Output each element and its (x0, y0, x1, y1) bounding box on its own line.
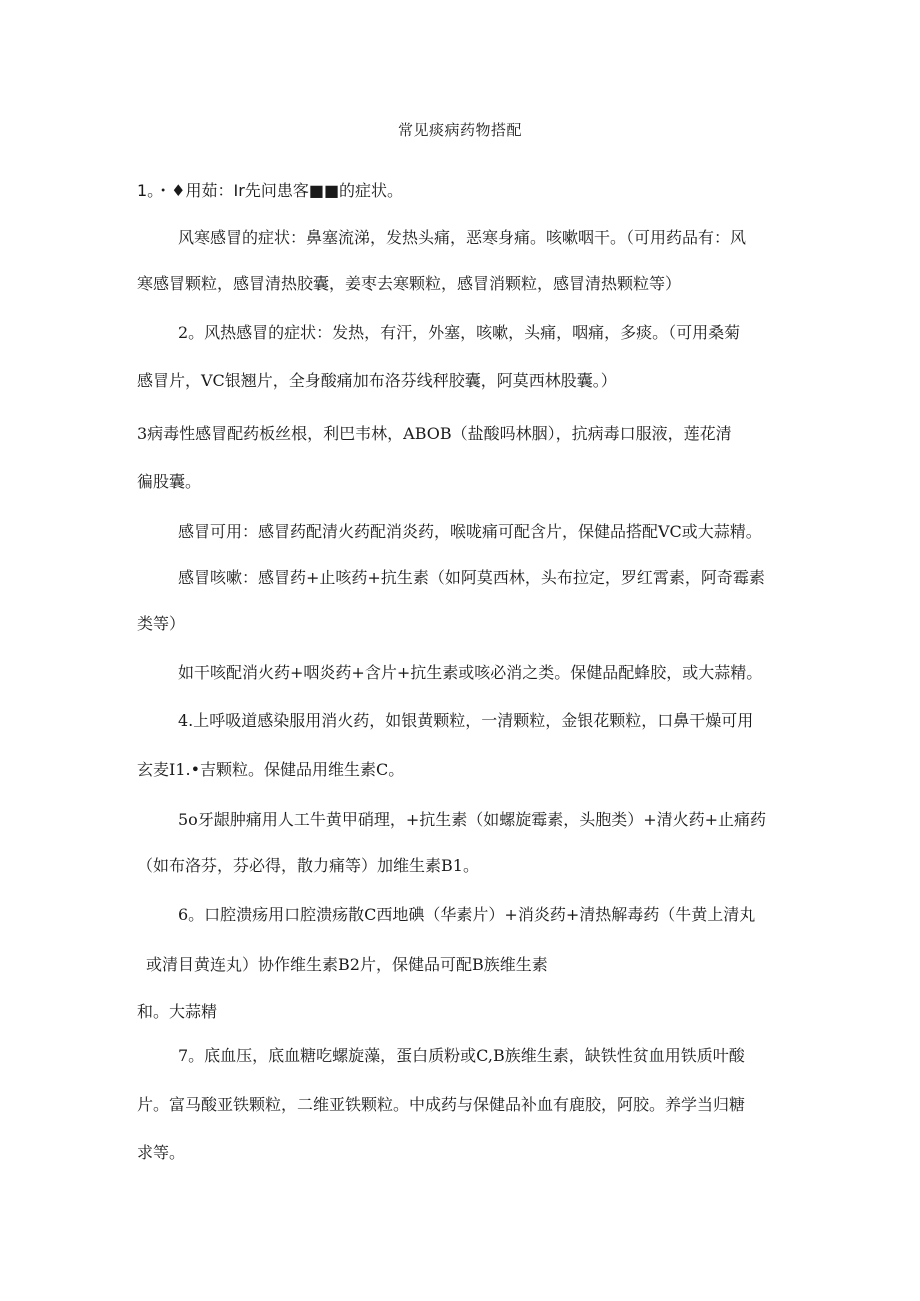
text-line: 如干咳配消火药+咽炎药+含片+抗生素或咳必消之类。保健品配蜂胶，或大蒜精。 (178, 663, 763, 682)
text-line: 2。风热感冒的症状：发热，有汗，外塞，咳嗽，头痛，咽痛，多痰。（可用桑菊 (178, 323, 741, 342)
text-line: （如布洛芬，芬必得，散力痛等）加维生素B1。 (137, 856, 479, 875)
document-title: 常见痰病药物搭配 (397, 121, 522, 139)
text-line: 6。口腔溃疡用口腔溃疡散C西地碘（华素片）+消炎药+清热解毒药（牛黄上清丸 (178, 905, 756, 924)
text-line: 7。底血压，底血糖吃螺旋藻，蛋白质粉或C,B族维生素，缺铁性贫血用铁质叶酸 (178, 1046, 745, 1065)
text-line: 3病毒性感冒配药板丝根，利巴韦林，ABOB（盐酸吗林胭），抗病毒口服液，莲花清 (137, 424, 732, 443)
text-line: 或清目黄连丸）协作维生素B2片，保健品可配B族维生素 (146, 955, 548, 974)
text-line: 感冒片，VC银翘片，全身酸痛加布洛芬线秤胶囊，阿莫西林股囊。） (137, 371, 617, 390)
text-line: 感冒咳嗽：感冒药+止咳药+抗生素（如阿莫西林，头布拉定，罗红霄素，阿奇霉素 (178, 568, 765, 587)
text-line: 5o牙龈肿痛用人工牛黄甲硝理，+抗生素（如螺旋霉素，头胞类）+清火药+止痛药 (178, 810, 767, 829)
text-line: 玄麦I1.•吉颗粒。保健品用维生素C。 (137, 760, 405, 779)
text-line: 徧股囊。 (137, 472, 202, 491)
text-line: 风寒感冒的症状：鼻塞流涕，发热头痛，恶寒身痛。咳嗽咽干。（可用药品有：风 (178, 228, 747, 247)
text-line: 求等。 (137, 1143, 186, 1162)
text-line: 和。大蒜精 (137, 1002, 218, 1021)
text-line: 4.上呼吸道感染服用消火药，如银黄颗粒，一清颗粒，金银花颗粒，口鼻干燥可用 (178, 711, 754, 730)
text-line: 寒感冒颗粒，感冒清热胶囊，姜枣去寒颗粒，感冒消颗粒，感冒清热颗粒等） (137, 274, 682, 293)
text-line: 感冒可用：感冒药配清火药配消炎药，喉咙痛可配含片，保健品搭配VC或大蒜精。 (178, 522, 762, 541)
text-line: 片。富马酸亚铁颗粒，二维亚铁颗粒。中成药与保健品补血有鹿胶，阿胶。养学当归糖 (137, 1095, 746, 1114)
text-line: 1。・♦用茹：Ir先问患客■■的症状。 (137, 181, 404, 200)
text-line: 类等） (137, 614, 186, 633)
